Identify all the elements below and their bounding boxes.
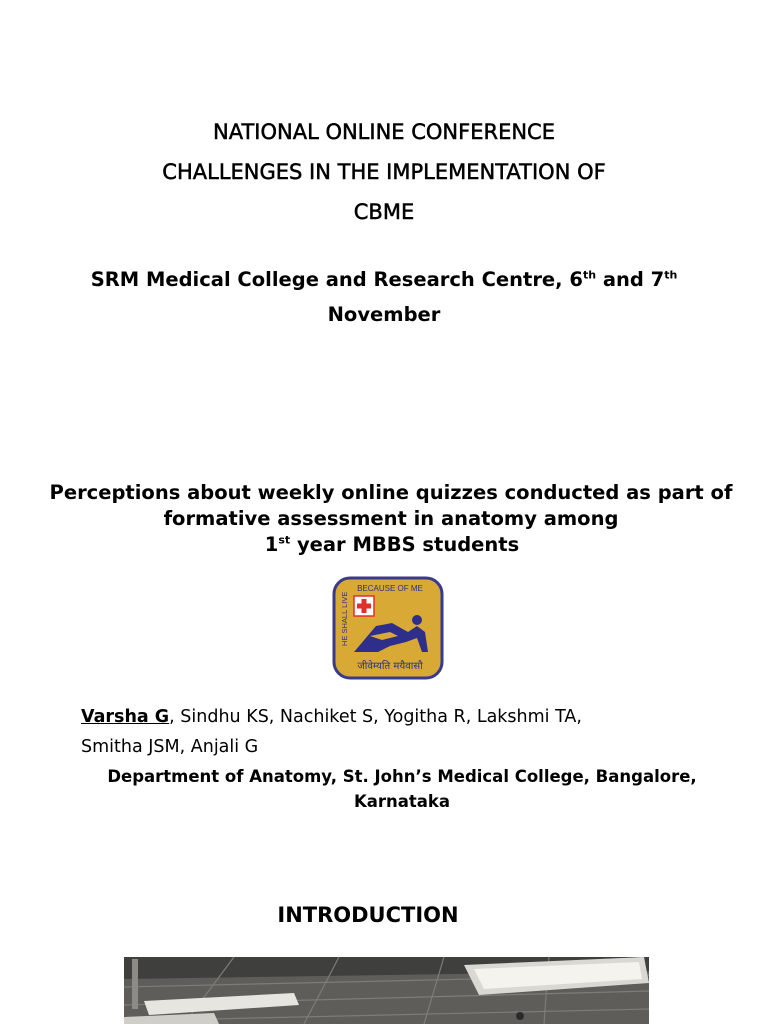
venue-text: SRM Medical College and Research Centre, 6 (90, 268, 583, 291)
paper-title-number: 1 (264, 533, 279, 556)
paper-title-line-1: Perceptions about weekly online quizzes conducted as part of (49, 481, 733, 504)
venue-superscript-1: th (582, 268, 597, 282)
college-logo (332, 576, 444, 680)
logo-side-text: HE SHALL LIVE (340, 591, 349, 646)
introduction-heading: INTRODUCTION (277, 903, 459, 927)
paper-title-line-3 (0, 533, 768, 556)
logo-bottom-text: जीवेम्यति मयैवासौ (357, 661, 423, 672)
logo-top-text: BECAUSE OF ME (357, 584, 423, 593)
venue-line-2: November (327, 303, 441, 326)
coauthors-line-1: , Sindhu KS, Nachiket S, Yogitha R, Lakshmi TA, (169, 707, 582, 727)
conference-title-line-3: CBME (353, 200, 415, 224)
presenter-name: Varsha G (81, 707, 170, 727)
conference-title-line-2: CHALLENGES IN THE IMPLEMENTATION OF (162, 160, 606, 184)
authors-line-1 (81, 707, 582, 727)
paper-title-superscript: st (278, 533, 291, 547)
paper-title-line-2: formative assessment in anatomy among (163, 507, 619, 530)
department-line-2: Karnataka (353, 792, 451, 811)
authors-line-2: Smitha JSM, Anjali G (81, 737, 259, 757)
department-line-1: Department of Anatomy, St. John’s Medical College, Bangalore, (107, 767, 697, 786)
lecture-hall-photo (124, 957, 649, 1024)
venue-text-middle: and 7 (596, 268, 665, 291)
red-cross-icon (354, 596, 374, 616)
venue-superscript-2: th (664, 268, 678, 282)
conference-title-line-1: NATIONAL ONLINE CONFERENCE (213, 120, 555, 144)
venue-line-1 (0, 268, 768, 291)
paper-title-rest: year MBBS students (290, 533, 520, 556)
